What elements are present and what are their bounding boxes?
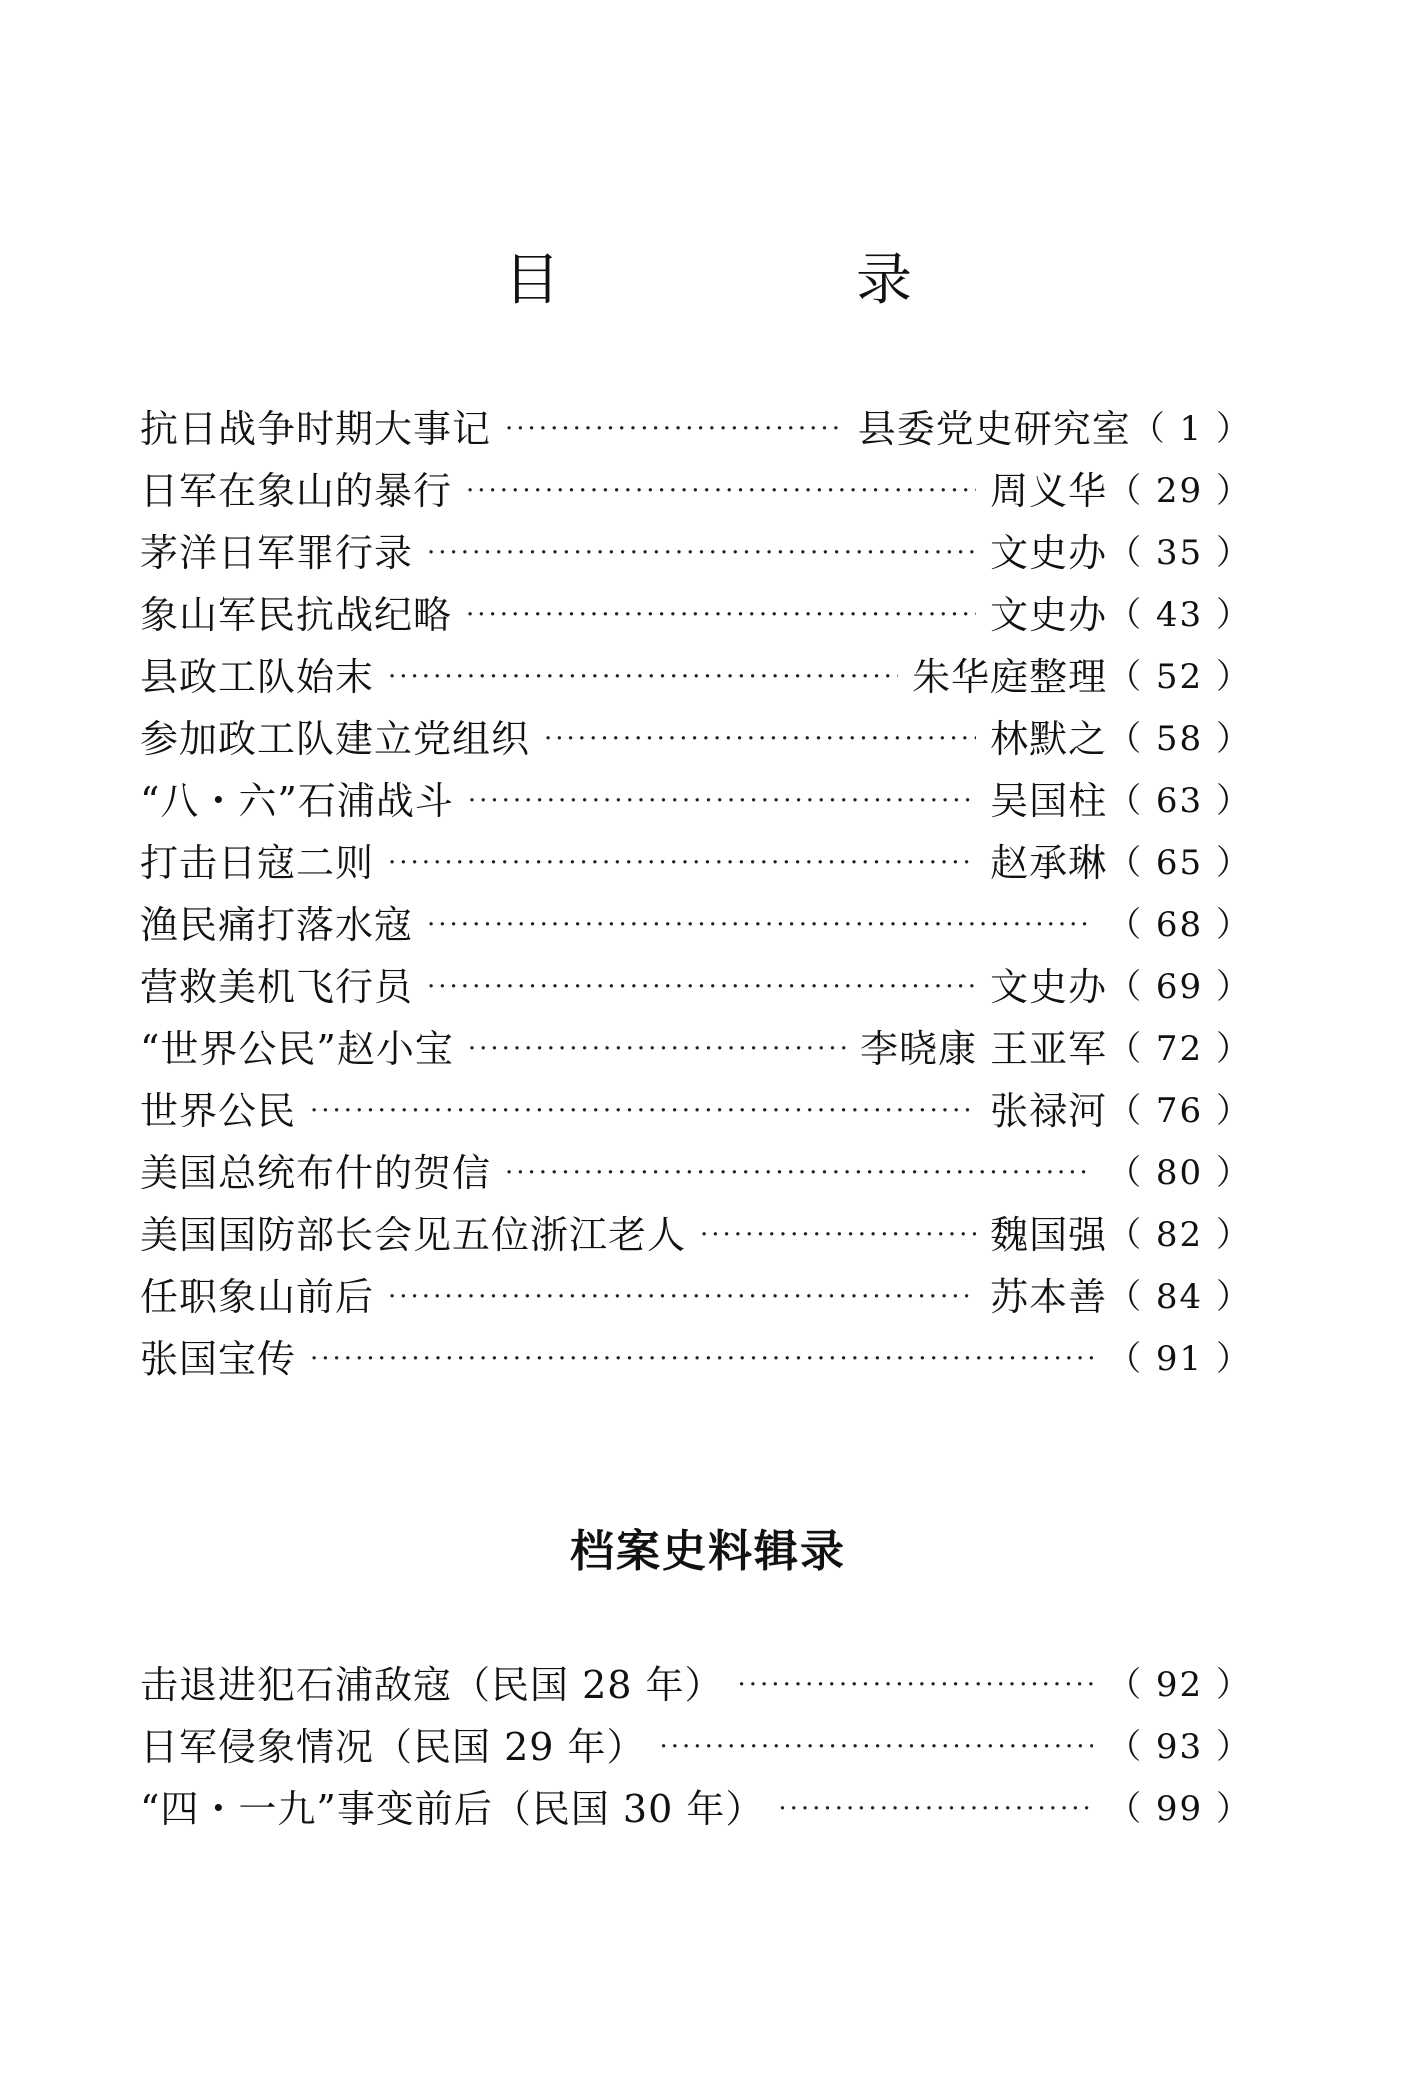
toc-entry[interactable]	[140, 1328, 1252, 1390]
entry-title: 击退进犯石浦敌寇（民国 28 年）	[140, 1663, 724, 1707]
entry-page: （ 35 ）	[1107, 533, 1252, 573]
entry-title: 张国宝传	[140, 1337, 297, 1381]
toc-entry[interactable]	[140, 398, 1252, 460]
leader-dots	[310, 1080, 976, 1142]
entry-page: （ 1 ）	[1130, 409, 1252, 449]
leader-dots	[468, 770, 976, 832]
toc-entry[interactable]	[140, 1716, 1252, 1778]
leader-dots	[660, 1716, 1094, 1778]
entry-author: 朱华庭整理	[912, 655, 1108, 699]
leader-dots	[466, 584, 976, 646]
toc-entry[interactable]	[140, 646, 1252, 708]
entry-author: 吴国柱	[990, 779, 1108, 823]
toc-entry[interactable]	[140, 584, 1252, 646]
entry-page: （ 72 ）	[1107, 1029, 1252, 1069]
entry-author: 赵承琳	[990, 841, 1108, 885]
toc-entry[interactable]	[140, 1080, 1252, 1142]
leader-dots	[388, 1266, 976, 1328]
entry-title: 打击日寇二则	[140, 841, 375, 885]
entry-page: （ 43 ）	[1107, 595, 1252, 635]
entry-page: （ 65 ）	[1107, 843, 1252, 883]
entry-author: 魏国强	[990, 1213, 1108, 1257]
entry-author: 林默之	[990, 717, 1108, 761]
toc-entry[interactable]	[140, 1654, 1252, 1716]
entry-page: （ 58 ）	[1107, 719, 1252, 759]
entry-author: 文史办	[990, 965, 1108, 1009]
leader-dots	[466, 460, 976, 522]
entry-title: “八・六”石浦战斗	[140, 779, 454, 823]
entry-author: 周义华	[990, 469, 1108, 513]
entry-page: （ 76 ）	[1107, 1091, 1252, 1131]
leader-dots	[427, 956, 976, 1018]
entry-author: 县委党史研究室	[857, 407, 1131, 451]
entry-title: 县政工队始末	[140, 655, 375, 699]
leader-dots	[468, 1018, 846, 1080]
entry-title: “世界公民”赵小宝	[140, 1027, 454, 1071]
main-toc-list	[140, 398, 1252, 1390]
toc-entry[interactable]	[140, 770, 1252, 832]
entry-title: 参加政工队建立党组织	[140, 717, 531, 761]
leader-dots	[427, 894, 1093, 956]
entry-page: （ 68 ）	[1107, 905, 1252, 945]
leader-dots	[700, 1204, 976, 1266]
entry-title: “四・一九”事变前后（民国 30 年）	[140, 1787, 765, 1831]
toc-entry[interactable]	[140, 1018, 1252, 1080]
toc-entry[interactable]	[140, 1266, 1252, 1328]
entry-title: 日军侵象情况（民国 29 年）	[140, 1725, 646, 1769]
entry-author: 张禄河	[990, 1089, 1108, 1133]
entry-title: 日军在象山的暴行	[140, 469, 453, 513]
toc-entry[interactable]	[140, 1142, 1252, 1204]
archive-toc-list	[140, 1654, 1252, 1840]
entry-page: （ 80 ）	[1107, 1153, 1252, 1193]
section-title: 档案史料辑录	[570, 1526, 846, 1577]
toc-entry[interactable]	[140, 956, 1252, 1018]
leader-dots	[738, 1654, 1094, 1716]
entry-title: 营救美机飞行员	[140, 965, 414, 1009]
entry-title: 美国国防部长会见五位浙江老人	[140, 1213, 687, 1257]
entry-page: （ 91 ）	[1107, 1339, 1252, 1379]
leader-dots	[505, 1142, 1093, 1204]
entry-title: 象山军民抗战纪略	[140, 593, 453, 637]
entry-page: （ 63 ）	[1107, 781, 1252, 821]
entry-page: （ 92 ）	[1107, 1665, 1252, 1705]
leader-dots	[544, 708, 976, 770]
entry-page: （ 52 ）	[1107, 657, 1252, 697]
entry-title: 美国总统布什的贺信	[140, 1151, 492, 1195]
leader-dots	[505, 398, 844, 460]
entry-author: 文史办	[990, 531, 1108, 575]
entry-page: （ 29 ）	[1107, 471, 1252, 511]
page-title: 目 录	[504, 248, 1032, 313]
toc-entry[interactable]	[140, 708, 1252, 770]
entry-page: （ 84 ）	[1107, 1277, 1252, 1317]
entry-title: 世界公民	[140, 1089, 297, 1133]
entry-title: 渔民痛打落水寇	[140, 903, 414, 947]
toc-entry[interactable]	[140, 894, 1252, 956]
toc-entry[interactable]	[140, 1204, 1252, 1266]
leader-dots	[310, 1328, 1093, 1390]
entry-title: 任职象山前后	[140, 1275, 375, 1319]
toc-entry[interactable]	[140, 522, 1252, 584]
entry-title: 茅洋日军罪行录	[140, 531, 414, 575]
entry-author: 苏本善	[990, 1275, 1108, 1319]
leader-dots	[778, 1778, 1093, 1840]
toc-entry[interactable]	[140, 1778, 1252, 1840]
toc-entry[interactable]	[140, 832, 1252, 894]
entry-page: （ 69 ）	[1107, 967, 1252, 1007]
entry-page: （ 99 ）	[1107, 1789, 1252, 1829]
entry-title: 抗日战争时期大事记	[140, 407, 492, 451]
entry-page: （ 82 ）	[1107, 1215, 1252, 1255]
leader-dots	[388, 832, 976, 894]
leader-dots	[427, 522, 976, 584]
leader-dots	[388, 646, 898, 708]
entry-page: （ 93 ）	[1107, 1727, 1252, 1767]
entry-author: 李晓康 王亚军	[860, 1027, 1108, 1071]
toc-entry[interactable]	[140, 460, 1252, 522]
entry-author: 文史办	[990, 593, 1108, 637]
